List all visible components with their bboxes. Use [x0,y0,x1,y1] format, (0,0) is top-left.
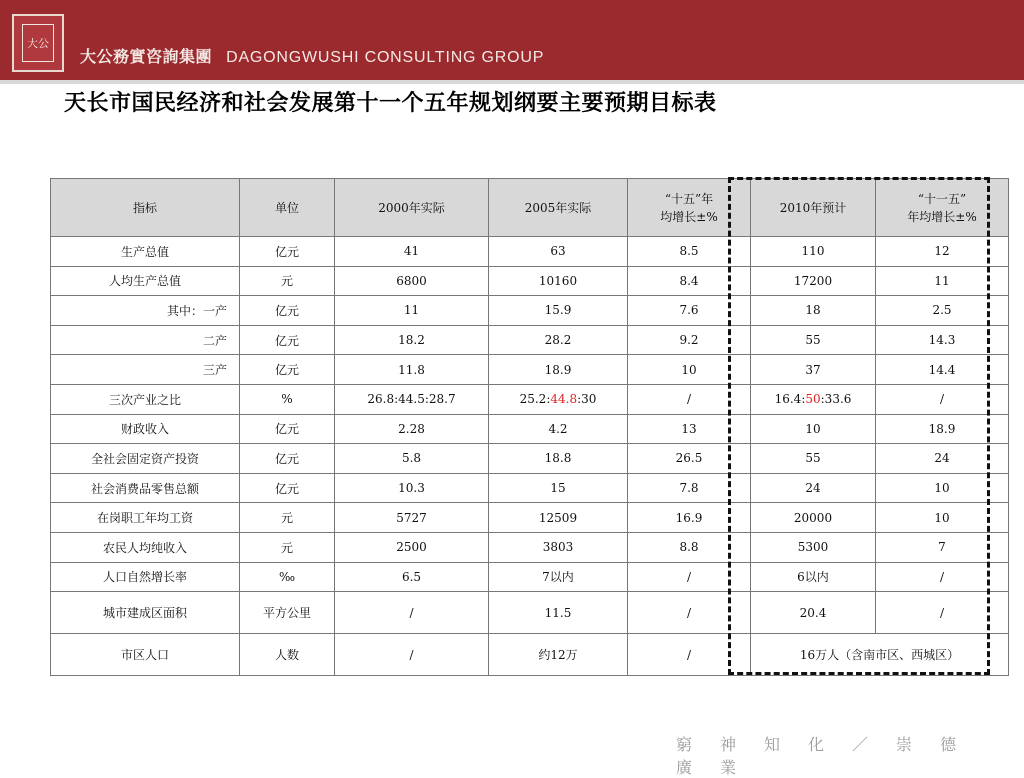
ratio-part: 25.2: [519,392,551,407]
ratio-highlight: 50 [805,392,821,407]
table-cell: / [335,634,489,676]
table-cell: 元 [240,503,335,533]
table-cell: / [628,634,751,676]
table-cell: 8.5 [628,237,751,267]
table-cell: 20000 [751,503,876,533]
table-cell: 16万人（含南市区、西城区） [751,634,1009,676]
table-cell: 三次产业之比 [51,384,240,414]
table-cell: 110 [751,237,876,267]
table-cell-ratio-2005 [489,384,628,414]
table-row [51,503,1009,533]
table-cell: 二产 [51,325,240,355]
table-cell: 18.2 [335,325,489,355]
table-cell: 5727 [335,503,489,533]
table-cell: 24 [751,473,876,503]
company-logo [12,14,64,72]
table-cell: % [240,384,335,414]
table-cell-ratio-2010 [751,384,876,414]
table-row [51,296,1009,326]
table-cell: 11.8 [335,355,489,385]
table-cell: 8.4 [628,266,751,296]
table-cell: 7.6 [628,296,751,326]
table-cell: 农民人均纯收入 [51,532,240,562]
table-cell: 亿元 [240,325,335,355]
table-row [51,414,1009,444]
logo-emblem [22,24,54,62]
table-row [51,473,1009,503]
col-header-2010: 2010年预计 [751,179,876,237]
table-cell: 5300 [751,532,876,562]
table-cell: 2500 [335,532,489,562]
table-header-row [51,179,1009,237]
targets-table [50,178,1009,676]
table-cell: 16.9 [628,503,751,533]
table-row [51,237,1009,267]
table-cell: 15 [489,473,628,503]
table-cell: 人口自然增长率 [51,562,240,592]
table-cell: 亿元 [240,296,335,326]
table-cell: 26.5 [628,444,751,474]
page-title: 天长市国民经济和社会发展第十一个五年规划纲要主要预期目标表 [64,91,717,116]
table-cell: 10 [628,355,751,385]
table-cell: 3803 [489,532,628,562]
table-cell: 6以内 [751,562,876,592]
table-cell: 14.3 [876,325,1009,355]
table-cell: 三产 [51,355,240,385]
table-cell: 9.2 [628,325,751,355]
table-cell: 24 [876,444,1009,474]
table-row [51,444,1009,474]
ratio-part: :30 [577,392,597,407]
table-row [51,355,1009,385]
table-cell: 元 [240,532,335,562]
table-cell: 其中：一产 [51,296,240,326]
brand-name-en: DAGONGWUSHI CONSULTING GROUP [226,49,545,66]
table-cell: 2.28 [335,414,489,444]
table-cell: 14.4 [876,355,1009,385]
table-row [51,532,1009,562]
table-cell: 10 [876,503,1009,533]
col-header-2000: 2000年实际 [335,179,489,237]
table-cell: 28.2 [489,325,628,355]
table-cell: / [628,384,751,414]
table-cell: 8.8 [628,532,751,562]
table-cell: 人数 [240,634,335,676]
table-row [51,266,1009,296]
table-cell: / [628,592,751,634]
header-bar [0,0,1024,80]
table-cell: 10.3 [335,473,489,503]
table-cell: 7 [876,532,1009,562]
table-cell: ‰ [240,562,335,592]
table-cell: 社会消费品零售总额 [51,473,240,503]
table-cell: 人均生产总值 [51,266,240,296]
table-row [51,634,1009,676]
table-cell: 6800 [335,266,489,296]
table-cell: 63 [489,237,628,267]
table-cell: 15.9 [489,296,628,326]
footer-motto: 窮神知化／崇德廣業 [676,735,985,777]
table-cell: / [876,592,1009,634]
table-cell: 55 [751,444,876,474]
col-header-2005: 2005年实际 [489,179,628,237]
col-header-indicator: 指标 [51,179,240,237]
col-header-10th-growth-text: “十五”年 均增长±% [660,191,718,224]
ratio-part: 16.4: [774,392,806,407]
table-cell: 约12万 [489,634,628,676]
table-cell: 元 [240,266,335,296]
table-cell: 亿元 [240,444,335,474]
table-cell: 全社会固定资产投资 [51,444,240,474]
table-row [51,592,1009,634]
table-row [51,562,1009,592]
table-cell: 11.5 [489,592,628,634]
table-cell: 市区人口 [51,634,240,676]
table-cell: 13 [628,414,751,444]
table-cell: 17200 [751,266,876,296]
brand-name [80,44,544,67]
table-cell: 10 [876,473,1009,503]
table-cell: 20.4 [751,592,876,634]
table-cell: 10160 [489,266,628,296]
table-cell: 亿元 [240,414,335,444]
table-cell: 41 [335,237,489,267]
table-cell: 5.8 [335,444,489,474]
table-cell: 55 [751,325,876,355]
table-row [51,384,1009,414]
table-cell: 26.8:44.5:28.7 [335,384,489,414]
table-cell: 6.5 [335,562,489,592]
table-cell: 亿元 [240,473,335,503]
col-header-11th-growth [876,179,1009,237]
table-cell: 生产总值 [51,237,240,267]
table-cell: 37 [751,355,876,385]
table-cell: 18 [751,296,876,326]
table-cell: 18.9 [876,414,1009,444]
brand-name-cn: 大公務實咨詢集團 [80,47,213,66]
col-header-10th-growth [628,179,751,237]
table-cell: 2.5 [876,296,1009,326]
header-shadow [0,80,1024,84]
ratio-part: :33.6 [820,392,852,407]
table-cell: 在岗职工年均工资 [51,503,240,533]
table-cell: / [335,592,489,634]
table-cell: / [628,562,751,592]
table-cell: 11 [335,296,489,326]
table-cell: 12509 [489,503,628,533]
table-cell: / [876,384,1009,414]
table-cell: 18.8 [489,444,628,474]
col-header-11th-growth-text: “十一五” 年均增长±% [907,191,977,224]
table-cell: 11 [876,266,1009,296]
col-header-unit: 单位 [240,179,335,237]
logo-mark-text: 大公 [27,37,49,50]
table-cell: 平方公里 [240,592,335,634]
table-cell: 城市建成区面积 [51,592,240,634]
table-cell: 18.9 [489,355,628,385]
table-cell: 12 [876,237,1009,267]
table-row [51,325,1009,355]
table-cell: 财政收入 [51,414,240,444]
table-cell: 7.8 [628,473,751,503]
ratio-highlight: 44.8 [550,392,578,407]
table-cell: 10 [751,414,876,444]
table-cell: 亿元 [240,355,335,385]
table-cell: 7以内 [489,562,628,592]
table-cell: 4.2 [489,414,628,444]
table-cell: / [876,562,1009,592]
table-cell: 亿元 [240,237,335,267]
